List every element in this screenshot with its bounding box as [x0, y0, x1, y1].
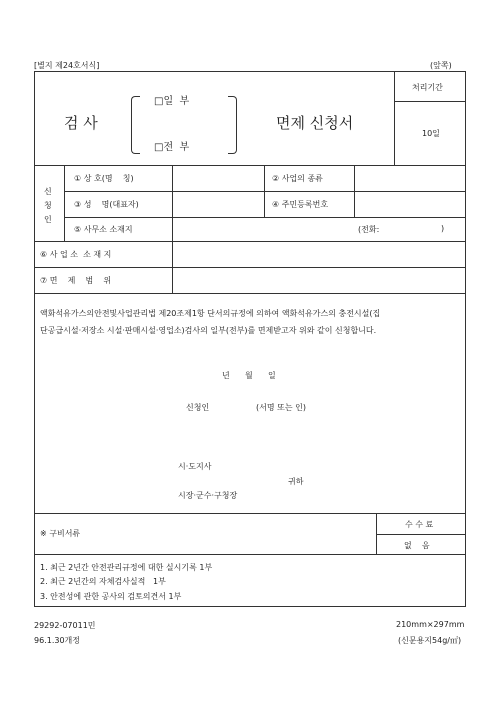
date-line: 년 월 일	[222, 371, 276, 380]
phone-close: )	[441, 224, 445, 233]
business-type-label: ② 사업의 종류	[272, 174, 323, 183]
applicant-char-2: 청	[44, 201, 52, 210]
site-address-field[interactable]	[173, 242, 465, 266]
phone-label: (전화:	[358, 225, 380, 234]
exemption-scope-field[interactable]	[173, 268, 465, 292]
right-bracket	[228, 96, 237, 154]
signature-note: (서명 또는 인)	[256, 403, 306, 412]
resident-no-label: ④ 주민등록번호	[272, 200, 329, 209]
signer-label: 신청인	[186, 403, 210, 412]
left-bracket	[131, 96, 140, 154]
recipient-mayor: 시장·군수·구청장	[178, 491, 238, 500]
resident-no-field[interactable]	[355, 192, 465, 216]
option-full: □전 부	[154, 142, 190, 153]
recipient-governor: 시·도지사	[178, 462, 212, 471]
form-number: [별지 제24호서식]	[34, 61, 100, 70]
exemption-scope-label: ⑦ 면 제 범 위	[40, 276, 112, 285]
fee-value: 없 음	[404, 541, 430, 550]
title-right: 면제 신청서	[276, 114, 354, 132]
title-left: 검 사	[64, 114, 98, 132]
name-label: ① 상 호(명 칭)	[74, 174, 134, 183]
processing-value: 10일	[422, 129, 440, 138]
name-field[interactable]	[173, 166, 263, 190]
document-item-1: 1. 최근 2년간 안전관리규정에 대한 실시기록 1부	[40, 563, 213, 572]
paper-type: (신문용지54g/㎡)	[398, 636, 462, 645]
representative-field[interactable]	[173, 192, 263, 216]
recipient-honorific: 귀하	[288, 477, 304, 486]
fee-label: 수 수 료	[405, 520, 434, 529]
representative-label: ③ 성 명(대표자)	[74, 200, 139, 209]
required-documents-title: ※ 구비서류	[40, 529, 81, 538]
applicant-char-1: 신	[44, 187, 52, 196]
site-address-label: ⑥ 사 업 소 소 재 지	[40, 250, 112, 259]
statement-line-2: 단공급시설·저장소 시설·판매시설·영업소)검사의 일부(전부)를 면제받고자 위와 같이 신청합니다.	[40, 326, 377, 335]
form-frame	[34, 71, 466, 607]
processing-label: 처리기간	[412, 83, 443, 92]
document-item-2: 2. 최근 2년간의 자체검사실적 1부	[40, 577, 166, 586]
option-partial: □일 부	[154, 96, 190, 107]
paper-size: 210mm×297mm	[396, 620, 465, 629]
office-address-field[interactable]	[173, 218, 353, 240]
office-address-label: ⑤ 사무소 소재지	[74, 225, 133, 234]
signer-field[interactable]	[214, 398, 254, 414]
page-side: (앞쪽)	[430, 61, 452, 70]
applicant-char-3: 인	[44, 215, 52, 224]
statement-line-1: 액화석유가스의안전및사업관리법 제20조제1항 단서의규정에 의하여 액화석유가스의 충전시설(집	[40, 309, 381, 318]
business-type-field[interactable]	[355, 166, 465, 190]
document-item-3: 3. 안전성에 관한 공사의 검토의견서 1부	[40, 592, 182, 601]
form-code: 29292-07011민	[34, 621, 96, 630]
revision-date: 96.1.30개정	[34, 636, 80, 645]
